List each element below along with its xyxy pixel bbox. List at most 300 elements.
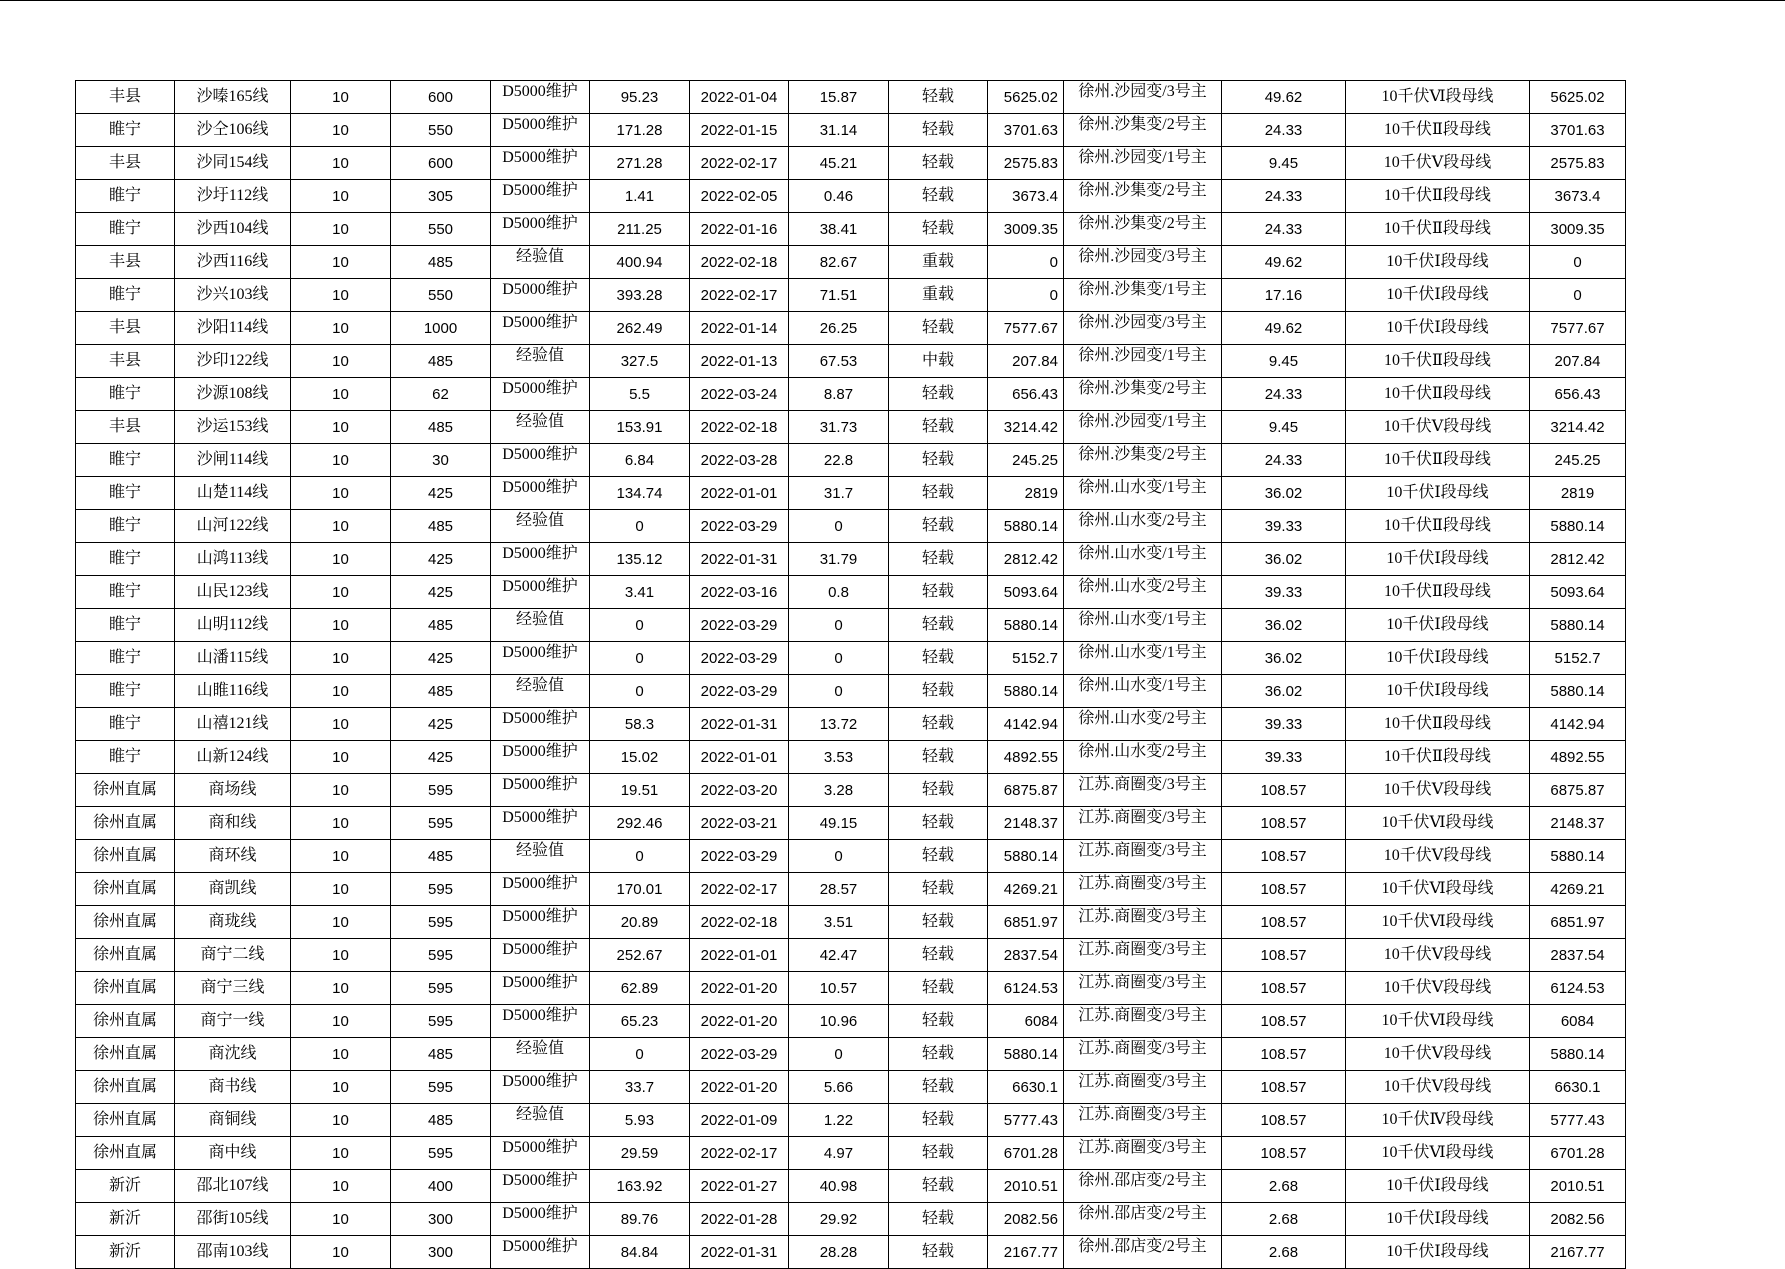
cell-voltage-kv: 10 [291, 1005, 391, 1038]
cell-data-source: D5000维护 [491, 81, 590, 114]
cell-voltage-kv: 10 [291, 1104, 391, 1137]
cell-available-capacity: 6124.53 [988, 972, 1064, 1005]
cell-line-name: 沙嗪165线 [175, 81, 291, 114]
cell-region: 睢宁 [76, 543, 175, 576]
cell-available-capacity: 2837.54 [988, 939, 1064, 972]
cell-load-status: 重载 [889, 279, 988, 312]
cell-remaining-capacity: 2819 [1530, 477, 1626, 510]
cell-data-source: D5000维护 [491, 114, 590, 147]
cell-bus-section: 10千伏Ⅵ段母线 [1346, 81, 1530, 114]
cell-rated-current: 600 [391, 81, 491, 114]
cell-voltage-kv: 10 [291, 444, 391, 477]
cell-bus-section: 10千伏Ⅴ段母线 [1346, 147, 1530, 180]
cell-bus-section: 10千伏Ⅴ段母线 [1346, 939, 1530, 972]
cell-transformer-load: 39.33 [1222, 741, 1346, 774]
cell-remaining-capacity: 5880.14 [1530, 510, 1626, 543]
cell-remaining-capacity: 5093.64 [1530, 576, 1626, 609]
cell-region: 徐州直属 [76, 939, 175, 972]
cell-bus-section: 10千伏Ⅰ段母线 [1346, 675, 1530, 708]
cell-data-source: 经验值 [491, 510, 590, 543]
cell-voltage-kv: 10 [291, 510, 391, 543]
cell-transformer-load: 108.57 [1222, 939, 1346, 972]
cell-line-name: 商环线 [175, 840, 291, 873]
cell-date: 2022-01-13 [690, 345, 789, 378]
cell-remaining-capacity: 3701.63 [1530, 114, 1626, 147]
cell-line-name: 商宁三线 [175, 972, 291, 1005]
cell-rated-current: 485 [391, 411, 491, 444]
cell-transformer-load: 9.45 [1222, 147, 1346, 180]
cell-substation-transformer: 徐州.沙集变/2号主 [1064, 114, 1222, 147]
cell-available-capacity: 6851.97 [988, 906, 1064, 939]
table-row [76, 444, 1626, 477]
cell-line-name: 沙闸114线 [175, 444, 291, 477]
cell-available-capacity: 207.84 [988, 345, 1064, 378]
cell-remaining-capacity: 7577.67 [1530, 312, 1626, 345]
cell-data-source: 经验值 [491, 411, 590, 444]
cell-region: 丰县 [76, 345, 175, 378]
cell-max-current: 1.41 [590, 180, 690, 213]
cell-rated-current: 485 [391, 345, 491, 378]
cell-remaining-capacity: 656.43 [1530, 378, 1626, 411]
cell-available-capacity: 6701.28 [988, 1137, 1064, 1170]
cell-max-current: 6.84 [590, 444, 690, 477]
cell-voltage-kv: 10 [291, 1137, 391, 1170]
table-row [76, 411, 1626, 444]
cell-max-current: 292.46 [590, 807, 690, 840]
cell-date: 2022-01-28 [690, 1203, 789, 1236]
cell-rated-current: 30 [391, 444, 491, 477]
cell-bus-section: 10千伏Ⅱ段母线 [1346, 114, 1530, 147]
cell-available-capacity: 4142.94 [988, 708, 1064, 741]
cell-voltage-kv: 10 [291, 411, 391, 444]
cell-rated-current: 425 [391, 576, 491, 609]
cell-region: 徐州直属 [76, 972, 175, 1005]
cell-max-current: 19.51 [590, 774, 690, 807]
cell-rated-current: 595 [391, 906, 491, 939]
cell-load-status: 轻载 [889, 444, 988, 477]
cell-region: 徐州直属 [76, 906, 175, 939]
cell-bus-section: 10千伏Ⅰ段母线 [1346, 312, 1530, 345]
cell-date: 2022-01-31 [690, 1236, 789, 1269]
cell-voltage-kv: 10 [291, 840, 391, 873]
cell-load-rate: 31.79 [789, 543, 889, 576]
cell-available-capacity: 0 [988, 246, 1064, 279]
cell-remaining-capacity: 6084 [1530, 1005, 1626, 1038]
cell-rated-current: 62 [391, 378, 491, 411]
cell-substation-transformer: 徐州.沙集变/2号主 [1064, 180, 1222, 213]
cell-date: 2022-02-18 [690, 906, 789, 939]
cell-voltage-kv: 10 [291, 246, 391, 279]
cell-date: 2022-03-21 [690, 807, 789, 840]
cell-line-name: 沙仝106线 [175, 114, 291, 147]
cell-max-current: 62.89 [590, 972, 690, 1005]
cell-load-rate: 10.96 [789, 1005, 889, 1038]
cell-remaining-capacity: 3009.35 [1530, 213, 1626, 246]
cell-load-status: 轻载 [889, 1203, 988, 1236]
cell-data-source: D5000维护 [491, 180, 590, 213]
cell-max-current: 0 [590, 840, 690, 873]
cell-remaining-capacity: 2837.54 [1530, 939, 1626, 972]
cell-voltage-kv: 10 [291, 345, 391, 378]
cell-rated-current: 595 [391, 972, 491, 1005]
cell-transformer-load: 9.45 [1222, 411, 1346, 444]
cell-voltage-kv: 10 [291, 1203, 391, 1236]
table-row [76, 873, 1626, 906]
table-row [76, 1005, 1626, 1038]
cell-available-capacity: 2148.37 [988, 807, 1064, 840]
cell-region: 徐州直属 [76, 807, 175, 840]
cell-substation-transformer: 江苏.商圈变/3号主 [1064, 840, 1222, 873]
cell-remaining-capacity: 5880.14 [1530, 1038, 1626, 1071]
cell-remaining-capacity: 3214.42 [1530, 411, 1626, 444]
cell-data-source: D5000维护 [491, 906, 590, 939]
cell-bus-section: 10千伏Ⅰ段母线 [1346, 1203, 1530, 1236]
cell-voltage-kv: 10 [291, 609, 391, 642]
cell-load-rate: 45.21 [789, 147, 889, 180]
cell-rated-current: 485 [391, 609, 491, 642]
cell-rated-current: 300 [391, 1236, 491, 1269]
cell-substation-transformer: 徐州.沙园变/3号主 [1064, 312, 1222, 345]
cell-bus-section: 10千伏Ⅱ段母线 [1346, 576, 1530, 609]
cell-max-current: 15.02 [590, 741, 690, 774]
cell-rated-current: 485 [391, 246, 491, 279]
cell-load-status: 轻载 [889, 642, 988, 675]
cell-transformer-load: 108.57 [1222, 840, 1346, 873]
cell-load-rate: 8.87 [789, 378, 889, 411]
cell-data-source: 经验值 [491, 840, 590, 873]
cell-voltage-kv: 10 [291, 972, 391, 1005]
cell-rated-current: 485 [391, 675, 491, 708]
feeder-load-table [75, 80, 1626, 1269]
cell-max-current: 0 [590, 675, 690, 708]
cell-date: 2022-03-29 [690, 642, 789, 675]
cell-date: 2022-03-29 [690, 1038, 789, 1071]
cell-max-current: 95.23 [590, 81, 690, 114]
cell-max-current: 211.25 [590, 213, 690, 246]
cell-region: 丰县 [76, 81, 175, 114]
cell-transformer-load: 9.45 [1222, 345, 1346, 378]
cell-bus-section: 10千伏Ⅴ段母线 [1346, 1038, 1530, 1071]
cell-line-name: 商场线 [175, 774, 291, 807]
cell-substation-transformer: 徐州.沙园变/1号主 [1064, 345, 1222, 378]
cell-available-capacity: 5093.64 [988, 576, 1064, 609]
cell-substation-transformer: 徐州.沙园变/3号主 [1064, 246, 1222, 279]
cell-voltage-kv: 10 [291, 906, 391, 939]
cell-load-status: 轻载 [889, 543, 988, 576]
cell-load-status: 轻载 [889, 807, 988, 840]
cell-region: 丰县 [76, 411, 175, 444]
cell-voltage-kv: 10 [291, 279, 391, 312]
cell-line-name: 邵街105线 [175, 1203, 291, 1236]
cell-load-status: 轻载 [889, 510, 988, 543]
cell-remaining-capacity: 4892.55 [1530, 741, 1626, 774]
cell-load-rate: 28.28 [789, 1236, 889, 1269]
cell-transformer-load: 24.33 [1222, 444, 1346, 477]
cell-rated-current: 305 [391, 180, 491, 213]
table-row [76, 378, 1626, 411]
cell-date: 2022-03-16 [690, 576, 789, 609]
cell-load-rate: 40.98 [789, 1170, 889, 1203]
cell-voltage-kv: 10 [291, 1038, 391, 1071]
cell-transformer-load: 108.57 [1222, 774, 1346, 807]
cell-line-name: 沙西116线 [175, 246, 291, 279]
cell-bus-section: 10千伏Ⅳ段母线 [1346, 1104, 1530, 1137]
cell-transformer-load: 39.33 [1222, 708, 1346, 741]
cell-voltage-kv: 10 [291, 708, 391, 741]
cell-line-name: 商中线 [175, 1137, 291, 1170]
cell-bus-section: 10千伏Ⅱ段母线 [1346, 180, 1530, 213]
cell-transformer-load: 36.02 [1222, 477, 1346, 510]
cell-date: 2022-03-29 [690, 840, 789, 873]
cell-line-name: 沙西104线 [175, 213, 291, 246]
cell-load-rate: 38.41 [789, 213, 889, 246]
cell-substation-transformer: 徐州.山水变/2号主 [1064, 708, 1222, 741]
cell-transformer-load: 24.33 [1222, 114, 1346, 147]
cell-load-rate: 31.73 [789, 411, 889, 444]
cell-data-source: D5000维护 [491, 807, 590, 840]
cell-date: 2022-03-20 [690, 774, 789, 807]
cell-data-source: D5000维护 [491, 1170, 590, 1203]
cell-available-capacity: 2819 [988, 477, 1064, 510]
cell-voltage-kv: 10 [291, 939, 391, 972]
cell-region: 睢宁 [76, 114, 175, 147]
cell-rated-current: 595 [391, 807, 491, 840]
cell-date: 2022-01-09 [690, 1104, 789, 1137]
cell-load-rate: 49.15 [789, 807, 889, 840]
cell-line-name: 商书线 [175, 1071, 291, 1104]
cell-bus-section: 10千伏Ⅱ段母线 [1346, 378, 1530, 411]
cell-remaining-capacity: 2575.83 [1530, 147, 1626, 180]
cell-date: 2022-01-31 [690, 708, 789, 741]
cell-substation-transformer: 徐州.山水变/1号主 [1064, 675, 1222, 708]
cell-max-current: 252.67 [590, 939, 690, 972]
cell-substation-transformer: 江苏.商圈变/3号主 [1064, 774, 1222, 807]
cell-line-name: 沙源108线 [175, 378, 291, 411]
cell-remaining-capacity: 6124.53 [1530, 972, 1626, 1005]
cell-voltage-kv: 10 [291, 774, 391, 807]
table-row [76, 180, 1626, 213]
table-row [76, 543, 1626, 576]
cell-voltage-kv: 10 [291, 807, 391, 840]
cell-load-status: 轻载 [889, 1038, 988, 1071]
cell-voltage-kv: 10 [291, 642, 391, 675]
cell-region: 徐州直属 [76, 1104, 175, 1137]
cell-transformer-load: 108.57 [1222, 972, 1346, 1005]
cell-max-current: 0 [590, 642, 690, 675]
cell-max-current: 84.84 [590, 1236, 690, 1269]
cell-bus-section: 10千伏Ⅱ段母线 [1346, 510, 1530, 543]
cell-bus-section: 10千伏Ⅰ段母线 [1346, 543, 1530, 576]
cell-load-status: 轻载 [889, 312, 988, 345]
table-row [76, 807, 1626, 840]
cell-load-rate: 26.25 [789, 312, 889, 345]
cell-data-source: D5000维护 [491, 741, 590, 774]
cell-load-status: 轻载 [889, 1071, 988, 1104]
cell-remaining-capacity: 207.84 [1530, 345, 1626, 378]
cell-load-rate: 1.22 [789, 1104, 889, 1137]
cell-region: 睢宁 [76, 642, 175, 675]
cell-transformer-load: 2.68 [1222, 1170, 1346, 1203]
cell-rated-current: 595 [391, 873, 491, 906]
table-row [76, 609, 1626, 642]
cell-transformer-load: 24.33 [1222, 213, 1346, 246]
cell-line-name: 山明112线 [175, 609, 291, 642]
cell-rated-current: 550 [391, 279, 491, 312]
cell-bus-section: 10千伏Ⅱ段母线 [1346, 741, 1530, 774]
cell-region: 徐州直属 [76, 1071, 175, 1104]
cell-region: 丰县 [76, 147, 175, 180]
cell-rated-current: 425 [391, 642, 491, 675]
cell-load-status: 轻载 [889, 906, 988, 939]
cell-load-rate: 67.53 [789, 345, 889, 378]
cell-available-capacity: 6084 [988, 1005, 1064, 1038]
cell-bus-section: 10千伏Ⅰ段母线 [1346, 477, 1530, 510]
cell-load-rate: 0 [789, 840, 889, 873]
cell-load-status: 轻载 [889, 972, 988, 1005]
cell-rated-current: 425 [391, 543, 491, 576]
cell-substation-transformer: 徐州.山水变/1号主 [1064, 543, 1222, 576]
cell-rated-current: 300 [391, 1203, 491, 1236]
cell-substation-transformer: 徐州.沙集变/2号主 [1064, 213, 1222, 246]
cell-data-source: D5000维护 [491, 477, 590, 510]
cell-rated-current: 425 [391, 477, 491, 510]
cell-bus-section: 10千伏Ⅰ段母线 [1346, 279, 1530, 312]
cell-date: 2022-01-20 [690, 1005, 789, 1038]
cell-date: 2022-02-17 [690, 873, 789, 906]
cell-load-rate: 22.8 [789, 444, 889, 477]
cell-max-current: 327.5 [590, 345, 690, 378]
cell-region: 睢宁 [76, 279, 175, 312]
table-row [76, 1071, 1626, 1104]
cell-region: 徐州直属 [76, 1038, 175, 1071]
cell-rated-current: 550 [391, 114, 491, 147]
cell-substation-transformer: 徐州.沙园变/1号主 [1064, 147, 1222, 180]
cell-data-source: 经验值 [491, 1104, 590, 1137]
cell-substation-transformer: 江苏.商圈变/3号主 [1064, 1071, 1222, 1104]
cell-voltage-kv: 10 [291, 1170, 391, 1203]
cell-rated-current: 595 [391, 774, 491, 807]
cell-transformer-load: 39.33 [1222, 510, 1346, 543]
cell-remaining-capacity: 5777.43 [1530, 1104, 1626, 1137]
cell-max-current: 135.12 [590, 543, 690, 576]
cell-load-status: 轻载 [889, 708, 988, 741]
cell-load-rate: 3.51 [789, 906, 889, 939]
cell-date: 2022-02-18 [690, 246, 789, 279]
cell-rated-current: 485 [391, 1104, 491, 1137]
cell-load-rate: 0.8 [789, 576, 889, 609]
cell-remaining-capacity: 4142.94 [1530, 708, 1626, 741]
cell-region: 新沂 [76, 1170, 175, 1203]
cell-available-capacity: 5880.14 [988, 675, 1064, 708]
cell-available-capacity: 6875.87 [988, 774, 1064, 807]
cell-data-source: D5000维护 [491, 1203, 590, 1236]
cell-substation-transformer: 江苏.商圈变/3号主 [1064, 1038, 1222, 1071]
cell-voltage-kv: 10 [291, 312, 391, 345]
cell-transformer-load: 39.33 [1222, 576, 1346, 609]
cell-substation-transformer: 江苏.商圈变/3号主 [1064, 939, 1222, 972]
cell-available-capacity: 4892.55 [988, 741, 1064, 774]
cell-voltage-kv: 10 [291, 543, 391, 576]
cell-line-name: 山鸿113线 [175, 543, 291, 576]
cell-max-current: 170.01 [590, 873, 690, 906]
cell-date: 2022-01-01 [690, 741, 789, 774]
cell-transformer-load: 108.57 [1222, 1005, 1346, 1038]
cell-available-capacity: 2082.56 [988, 1203, 1064, 1236]
cell-data-source: D5000维护 [491, 708, 590, 741]
cell-region: 徐州直属 [76, 873, 175, 906]
table-row [76, 213, 1626, 246]
cell-date: 2022-03-29 [690, 510, 789, 543]
cell-available-capacity: 0 [988, 279, 1064, 312]
cell-load-status: 轻载 [889, 1104, 988, 1137]
cell-region: 睢宁 [76, 708, 175, 741]
cell-transformer-load: 108.57 [1222, 873, 1346, 906]
cell-line-name: 邵北107线 [175, 1170, 291, 1203]
table-row [76, 510, 1626, 543]
cell-line-name: 山河122线 [175, 510, 291, 543]
cell-region: 徐州直属 [76, 774, 175, 807]
cell-bus-section: 10千伏Ⅵ段母线 [1346, 873, 1530, 906]
cell-load-rate: 71.51 [789, 279, 889, 312]
cell-remaining-capacity: 6875.87 [1530, 774, 1626, 807]
cell-data-source: D5000维护 [491, 873, 590, 906]
cell-line-name: 山禧121线 [175, 708, 291, 741]
cell-data-source: 经验值 [491, 345, 590, 378]
cell-transformer-load: 49.62 [1222, 246, 1346, 279]
cell-substation-transformer: 徐州.山水变/2号主 [1064, 741, 1222, 774]
cell-remaining-capacity: 5880.14 [1530, 675, 1626, 708]
cell-date: 2022-01-20 [690, 1071, 789, 1104]
table-row [76, 147, 1626, 180]
cell-bus-section: 10千伏Ⅵ段母线 [1346, 1137, 1530, 1170]
cell-available-capacity: 2812.42 [988, 543, 1064, 576]
table-row [76, 1104, 1626, 1137]
cell-substation-transformer: 徐州.山水变/2号主 [1064, 510, 1222, 543]
cell-region: 睢宁 [76, 444, 175, 477]
cell-remaining-capacity: 5152.7 [1530, 642, 1626, 675]
table-row [76, 576, 1626, 609]
cell-remaining-capacity: 3673.4 [1530, 180, 1626, 213]
cell-load-rate: 3.28 [789, 774, 889, 807]
cell-data-source: D5000维护 [491, 576, 590, 609]
cell-substation-transformer: 徐州.山水变/2号主 [1064, 576, 1222, 609]
cell-data-source: D5000维护 [491, 939, 590, 972]
cell-substation-transformer: 徐州.山水变/1号主 [1064, 609, 1222, 642]
cell-rated-current: 1000 [391, 312, 491, 345]
cell-load-rate: 4.97 [789, 1137, 889, 1170]
cell-bus-section: 10千伏Ⅵ段母线 [1346, 807, 1530, 840]
cell-max-current: 153.91 [590, 411, 690, 444]
cell-max-current: 20.89 [590, 906, 690, 939]
cell-available-capacity: 7577.67 [988, 312, 1064, 345]
cell-load-status: 轻载 [889, 840, 988, 873]
cell-date: 2022-03-29 [690, 609, 789, 642]
cell-region: 睢宁 [76, 180, 175, 213]
cell-rated-current: 485 [391, 1038, 491, 1071]
cell-date: 2022-01-01 [690, 939, 789, 972]
cell-remaining-capacity: 0 [1530, 279, 1626, 312]
cell-data-source: D5000维护 [491, 279, 590, 312]
cell-data-source: D5000维护 [491, 312, 590, 345]
cell-bus-section: 10千伏Ⅴ段母线 [1346, 1071, 1530, 1104]
table-row [76, 1203, 1626, 1236]
cell-substation-transformer: 江苏.商圈变/3号主 [1064, 1104, 1222, 1137]
cell-load-status: 轻载 [889, 1170, 988, 1203]
cell-line-name: 商宁一线 [175, 1005, 291, 1038]
table-body [76, 81, 1626, 1269]
cell-load-rate: 42.47 [789, 939, 889, 972]
cell-transformer-load: 17.16 [1222, 279, 1346, 312]
